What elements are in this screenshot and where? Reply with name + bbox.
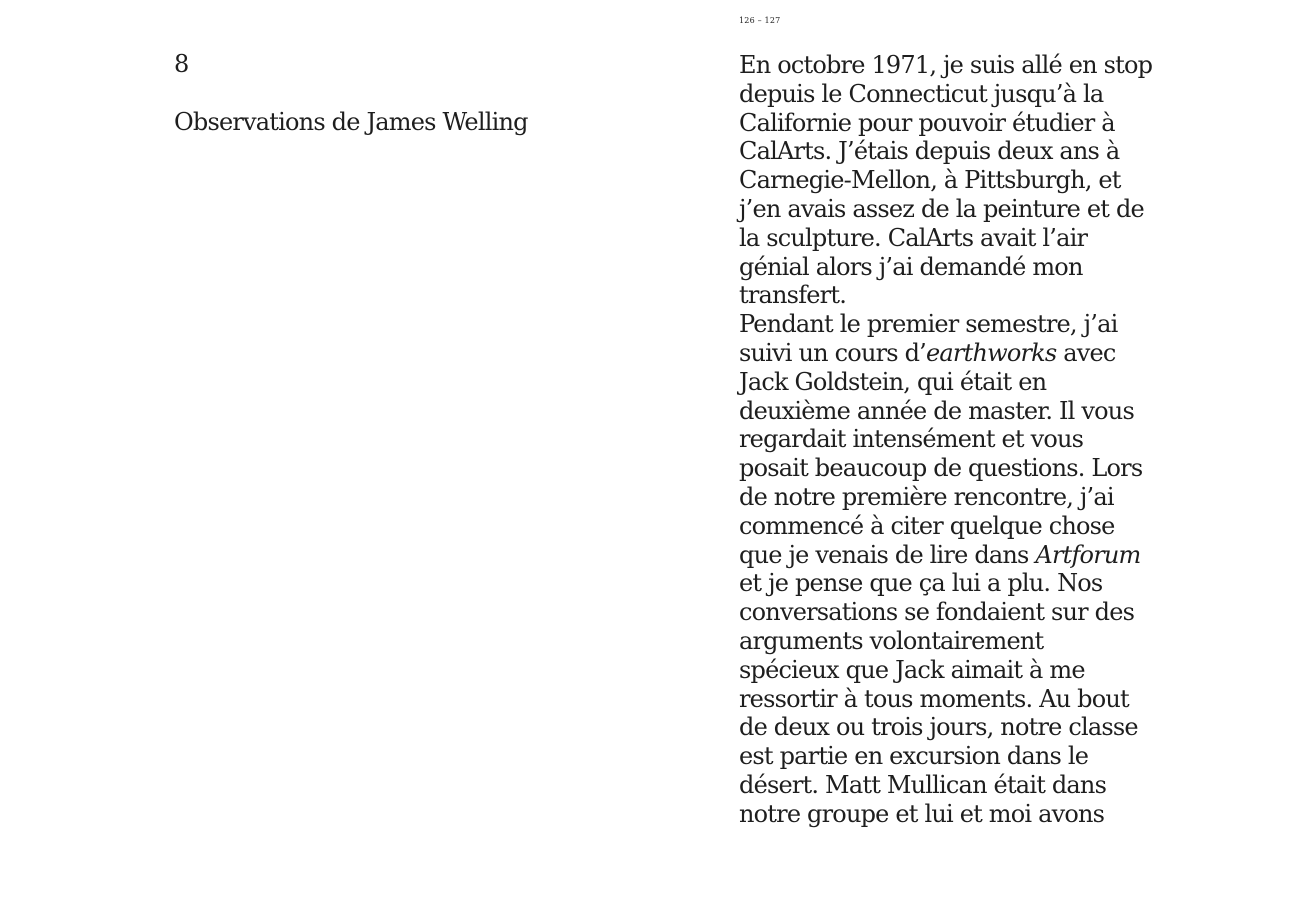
text-segment: que je venais de lire dans (739, 540, 1036, 569)
text-segment: j’en avais assez de la peinture et de (739, 194, 1144, 223)
text-segment: de deux ou trois jours, notre classe (739, 713, 1138, 742)
text-line (739, 80, 1159, 109)
text-segment: regardait intensément et vous (739, 425, 1084, 454)
folio: 126 – 127 (739, 16, 781, 25)
text-line (739, 166, 1159, 195)
text-line (739, 339, 1159, 368)
text-segment: spécieux que Jack aimait à me (739, 655, 1085, 684)
text-segment: suivi un cours d’ (739, 338, 927, 367)
text-line (739, 253, 1159, 282)
text-line (739, 109, 1159, 138)
text-line (739, 483, 1159, 512)
text-line (739, 742, 1159, 771)
text-segment: de notre première rencontre, j’ai (739, 482, 1114, 511)
text-segment: posait beaucoup de questions. Lors (739, 454, 1143, 483)
text-line (739, 137, 1159, 166)
text-segment: avec (1056, 338, 1116, 367)
text-line (739, 512, 1159, 541)
italic-term: earthworks (926, 338, 1057, 367)
text-line (739, 771, 1159, 800)
text-segment: est partie en excursion dans le (739, 742, 1089, 771)
text-line (739, 310, 1159, 339)
text-segment: désert. Matt Mullican était dans (739, 770, 1107, 799)
text-line (739, 397, 1159, 426)
text-line (739, 627, 1159, 656)
text-segment: transfert. (739, 281, 847, 310)
text-line (739, 800, 1159, 829)
text-line (739, 541, 1159, 570)
text-segment: Carnegie-Mellon, à Pittsburgh, et (739, 166, 1121, 195)
text-segment: notre groupe et lui et moi avons (739, 799, 1105, 828)
text-segment: Californie pour pouvoir étudier à (739, 108, 1115, 137)
text-line (739, 454, 1159, 483)
italic-title: Artforum (1035, 540, 1141, 569)
text-line (739, 656, 1159, 685)
text-segment: CalArts. J’étais depuis deux ans à (739, 137, 1120, 166)
text-line (739, 569, 1159, 598)
text-line (739, 685, 1159, 714)
text-segment: deuxième année de master. Il vous (739, 396, 1134, 425)
text-segment: En octobre 1971, je suis allé en stop (739, 51, 1153, 79)
text-line (739, 281, 1159, 310)
text-line (739, 713, 1159, 742)
text-line (739, 598, 1159, 627)
text-line (739, 224, 1159, 253)
text-line (739, 195, 1159, 224)
text-line (739, 425, 1159, 454)
body-text (739, 51, 1159, 829)
chapter-title: Observations de James Welling (174, 108, 528, 136)
text-segment: génial alors j’ai demandé mon (739, 252, 1083, 281)
chapter-number: 8 (174, 50, 190, 78)
text-segment: arguments volontairement (739, 626, 1044, 655)
text-segment: Jack Goldstein, qui était en (739, 367, 1047, 396)
text-segment: conversations se fondaient sur des (739, 598, 1135, 627)
text-line (739, 368, 1159, 397)
text-segment: Pendant le premier semestre, j’ai (739, 310, 1118, 339)
text-segment: depuis le Connecticut jusqu’à la (739, 79, 1104, 108)
text-line (739, 51, 1159, 80)
text-segment: commencé à citer quelque chose (739, 511, 1115, 540)
text-segment: ressortir à tous moments. Au bout (739, 684, 1129, 713)
text-segment: la sculpture. CalArts avait l’air (739, 223, 1088, 252)
text-segment: et je pense que ça lui a plu. Nos (739, 569, 1103, 598)
